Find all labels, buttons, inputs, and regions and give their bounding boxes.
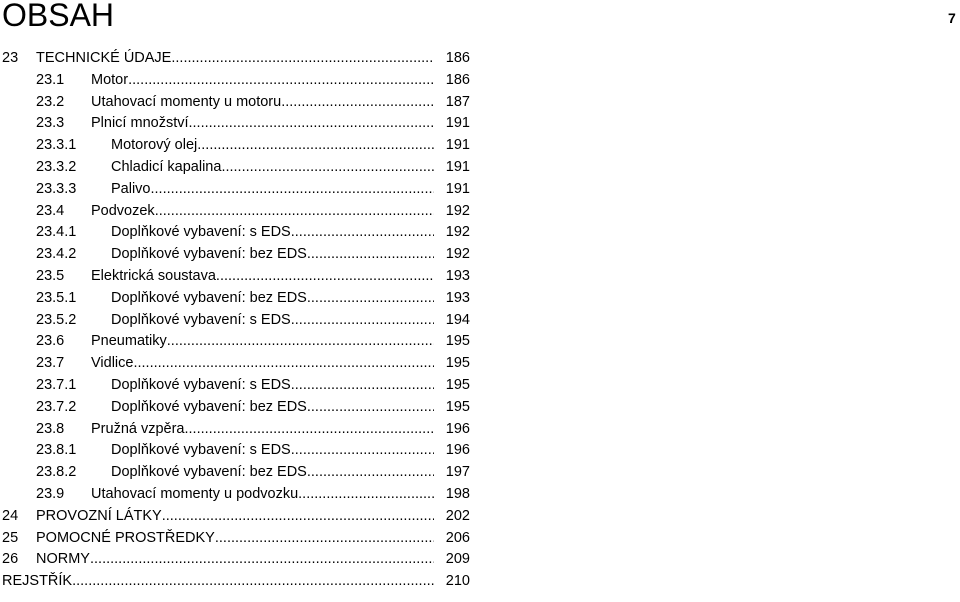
toc-entry-label-wrap (36, 549, 434, 571)
toc-leader-dots (189, 113, 435, 135)
toc-entry-number: 23.8 (36, 420, 65, 437)
toc-entry-label: Doplňkové vybavení: bez EDS (111, 289, 307, 306)
toc-leader-dots (281, 92, 434, 114)
toc-leader-dots (216, 266, 434, 288)
toc-entry-page: 202 (445, 507, 470, 524)
toc-entry-number: 23.3 (36, 115, 65, 132)
toc-entry[interactable] (0, 484, 470, 506)
toc-entry-label-wrap (91, 266, 434, 288)
toc-entry-number: 23.7.1 (36, 376, 77, 393)
toc-entry-label-wrap (2, 571, 434, 593)
toc-entry-label: NORMY (36, 551, 90, 568)
toc-entry[interactable] (0, 157, 470, 179)
toc-entry-label: Doplňkové vybavení: bez EDS (111, 398, 307, 415)
toc-entry-page: 195 (445, 376, 470, 393)
toc-entry-page: 191 (445, 158, 470, 175)
toc-entry-number: 23.1 (36, 71, 65, 88)
toc-entry[interactable] (0, 353, 470, 375)
toc-leader-dots (221, 157, 434, 179)
toc-leader-dots (291, 440, 434, 462)
toc-leader-dots (162, 506, 434, 528)
toc-entry-page: 198 (445, 485, 470, 502)
toc-leader-dots (197, 135, 434, 157)
toc-entry-page: 191 (445, 115, 470, 132)
toc-leader-dots (291, 222, 434, 244)
toc-entry-number: 23.5.1 (36, 289, 77, 306)
toc-entry-page: 196 (445, 420, 470, 437)
toc-leader-dots (90, 549, 434, 571)
toc-entry-label-wrap (91, 484, 434, 506)
toc-entry-page: 195 (445, 355, 470, 372)
toc-entry-label: Vidlice (91, 355, 134, 372)
toc-entry-page: 193 (445, 267, 470, 284)
toc-entry-label: Doplňkové vybavení: bez EDS (111, 246, 307, 263)
toc-entry-label-wrap (111, 179, 434, 201)
toc-entry-label: TECHNICKÉ ÚDAJE (36, 50, 172, 66)
toc-entry-page: 192 (445, 202, 470, 219)
toc-entry-number: 23.3.3 (36, 180, 77, 197)
toc-entry[interactable] (0, 92, 470, 114)
toc-entry-number: 23.4 (36, 202, 65, 219)
toc-entry-label-wrap (36, 48, 434, 70)
toc-leader-dots (307, 244, 434, 266)
toc-entry-number: 23.7.2 (36, 398, 77, 415)
toc-entry-page: 193 (445, 289, 470, 306)
toc-entry-number: 23.2 (36, 93, 65, 110)
toc-entry-page: 192 (445, 246, 470, 263)
toc-entry[interactable] (0, 571, 470, 593)
toc-entry-label: Motor (91, 71, 129, 88)
toc-entry-page: 187 (445, 93, 470, 110)
toc-leader-dots (185, 419, 435, 441)
toc-entry-number: 23.7 (36, 355, 65, 372)
toc-entry[interactable] (0, 440, 470, 462)
toc-entry-label: Chladicí kapalina (111, 158, 222, 175)
toc-entry-page: 186 (445, 71, 470, 88)
page-title: OBSAH (2, 0, 115, 33)
toc-entry-label-wrap (91, 92, 434, 114)
toc-entry-label: Podvozek (91, 202, 155, 219)
toc-entry[interactable] (0, 201, 470, 223)
toc-leader-dots (291, 310, 434, 332)
toc-entry-label-wrap (36, 528, 434, 550)
toc-entry-label: PROVOZNÍ LÁTKY (36, 507, 162, 524)
toc-entry-number: 23 (2, 50, 19, 66)
toc-entry-number: 26 (2, 551, 19, 568)
toc-leader-dots (128, 70, 434, 92)
toc-entry[interactable] (0, 244, 470, 266)
toc-entry-label-wrap (91, 353, 434, 375)
toc-entry-label-wrap (91, 113, 434, 135)
toc-entry-label: Doplňkové vybavení: s EDS (111, 224, 291, 241)
toc-entry-label: Motorový olej (111, 137, 198, 154)
toc-entry[interactable] (0, 222, 470, 244)
toc-entry-label: Doplňkové vybavení: s EDS (111, 376, 291, 393)
toc-entry[interactable] (0, 375, 470, 397)
toc-entry-label: Pružná vzpěra (91, 420, 185, 437)
toc-entry-label-wrap (111, 462, 434, 484)
toc-entry-label-wrap (111, 157, 434, 179)
toc-entry-page: 195 (445, 333, 470, 350)
toc-entry[interactable] (0, 266, 470, 288)
toc-entry-label-wrap (111, 288, 434, 310)
toc-leader-dots (215, 528, 434, 550)
toc-leader-dots (72, 571, 434, 593)
toc-entry-page: 191 (445, 137, 470, 154)
toc-leader-dots (167, 331, 434, 353)
toc-entry[interactable] (0, 397, 470, 419)
toc-entry-number: 23.4.2 (36, 246, 77, 263)
toc-entry-label: Palivo (111, 180, 151, 197)
toc-entry[interactable] (0, 528, 470, 550)
toc-entry-label-wrap (36, 506, 434, 528)
toc-leader-dots (307, 462, 434, 484)
toc-entry-page: 210 (445, 573, 470, 590)
page-number: 7 (948, 10, 956, 26)
table-of-contents (0, 48, 470, 593)
toc-entry-number: 24 (2, 507, 19, 524)
toc-entry-page: 186 (445, 50, 470, 66)
toc-entry-page: 197 (445, 464, 470, 481)
toc-leader-dots (307, 288, 434, 310)
toc-entry-number: 23.8.1 (36, 442, 77, 459)
toc-entry[interactable] (0, 179, 470, 201)
toc-entry-page: 195 (445, 398, 470, 415)
toc-leader-dots (171, 48, 434, 70)
toc-entry-label-wrap (111, 310, 434, 332)
toc-entry-label: REJSTŘÍK (2, 573, 73, 590)
toc-entry[interactable] (0, 331, 470, 353)
toc-entry-label: Plnicí množství (91, 115, 189, 132)
toc-leader-dots (155, 201, 434, 223)
toc-entry-label-wrap (111, 375, 434, 397)
toc-entry-label-wrap (91, 201, 434, 223)
toc-leader-dots (151, 179, 435, 201)
toc-entry-label-wrap (91, 70, 434, 92)
toc-entry-page: 206 (445, 529, 470, 546)
toc-leader-dots (291, 375, 434, 397)
toc-entry-label-wrap (91, 419, 434, 441)
toc-entry-label: Elektrická soustava (91, 267, 216, 284)
toc-entry-label: Utahovací momenty u podvozku (91, 485, 299, 502)
toc-entry[interactable] (0, 70, 470, 92)
toc-entry[interactable] (0, 506, 470, 528)
toc-leader-dots (307, 397, 434, 419)
toc-leader-dots (298, 484, 434, 506)
toc-entry-number: 23.3.1 (36, 137, 77, 154)
toc-entry-label-wrap (111, 440, 434, 462)
toc-entry[interactable] (0, 549, 470, 571)
toc-entry[interactable] (0, 419, 470, 441)
toc-entry-label: Doplňkové vybavení: s EDS (111, 311, 291, 328)
toc-leader-dots (133, 353, 434, 375)
toc-entry-number: 23.8.2 (36, 464, 77, 481)
toc-entry[interactable] (0, 462, 470, 484)
toc-entry-label-wrap (111, 135, 434, 157)
toc-entry-label: Doplňkové vybavení: bez EDS (111, 464, 307, 481)
toc-entry[interactable] (0, 288, 470, 310)
toc-entry-label-wrap (111, 397, 434, 419)
toc-entry[interactable] (0, 135, 470, 157)
toc-entry-number: 23.5.2 (36, 311, 77, 328)
toc-entry[interactable] (0, 113, 470, 135)
toc-entry-number: 23.5 (36, 267, 65, 284)
toc-entry-page: 191 (445, 180, 470, 197)
toc-entry-page: 192 (445, 224, 470, 241)
toc-entry-number: 23.3.2 (36, 158, 77, 175)
toc-entry-number: 23.6 (36, 333, 65, 350)
toc-entry-label: Doplňkové vybavení: s EDS (111, 442, 291, 459)
toc-entry-label-wrap (111, 222, 434, 244)
toc-entry-number: 23.9 (36, 485, 65, 502)
toc-entry-label: POMOCNÉ PROSTŘEDKY (36, 529, 215, 546)
toc-entry-label-wrap (91, 331, 434, 353)
toc-entry-label: Utahovací momenty u motoru (91, 93, 282, 110)
toc-entry-page: 196 (445, 442, 470, 459)
toc-entry-number: 23.4.1 (36, 224, 77, 241)
toc-entry-page: 209 (445, 551, 470, 568)
toc-entry-label-wrap (111, 244, 434, 266)
toc-entry-page: 194 (445, 311, 470, 328)
toc-entry[interactable] (0, 48, 470, 70)
toc-entry-label: Pneumatiky (91, 333, 167, 350)
toc-entry[interactable] (0, 310, 470, 332)
toc-entry-number: 25 (2, 529, 19, 546)
